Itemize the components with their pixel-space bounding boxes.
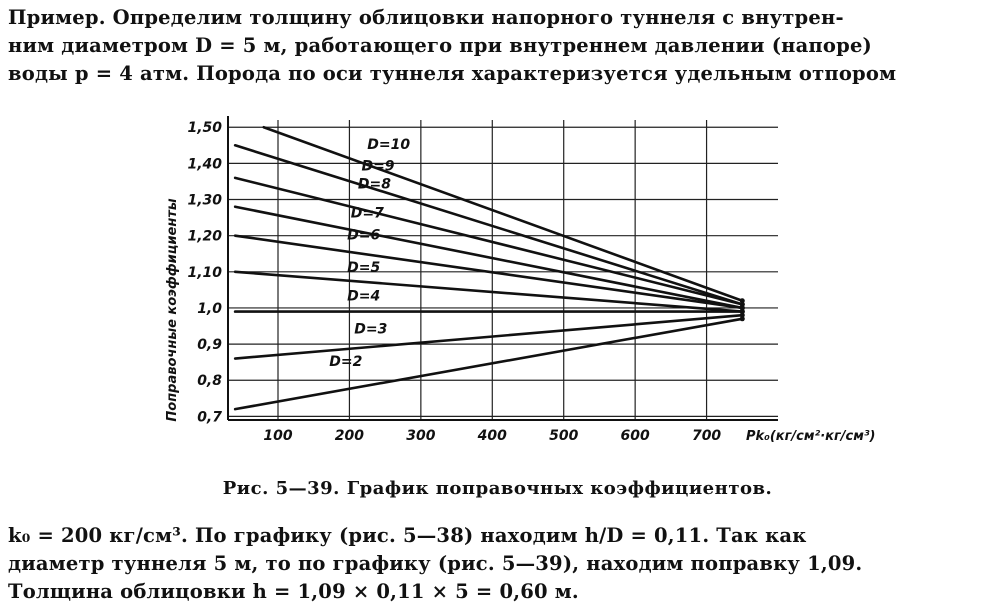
series-line-d9: [235, 145, 742, 304]
y-axis-label: Поправочные коэффициенты: [165, 198, 180, 422]
series-line-d8: [235, 178, 742, 305]
line-label: D=7: [350, 205, 384, 222]
y-tick-label: 1,40: [187, 156, 222, 173]
y-tick-label: 1,10: [187, 264, 222, 281]
line-label: D=9: [361, 158, 395, 175]
intro-line: воды p = 4 атм. Порода по оси туннеля характеризуется удельным отпором: [8, 62, 897, 85]
x-tick-label: 100: [263, 428, 293, 444]
y-tick-label: 0,7: [197, 409, 222, 426]
x-tick-label: 700: [691, 428, 722, 444]
chart-line-labels: [329, 137, 410, 370]
x-tick-label: 400: [477, 428, 507, 444]
series-end-point: [740, 316, 745, 321]
x-tick-label: 200: [334, 428, 365, 444]
intro-line: ним диаметром D = 5 м, работающего при внутреннем давлении (напоре): [8, 34, 872, 57]
series-line-d3: [235, 315, 742, 358]
line-label: D=5: [347, 259, 381, 276]
line-label: D=8: [357, 176, 391, 193]
line-label: D=6: [347, 227, 381, 244]
y-tick-label: 1,50: [187, 120, 222, 137]
line-label: D=3: [354, 321, 388, 338]
y-tick-label: 1,0: [197, 300, 222, 317]
x-tick-label: 600: [620, 428, 650, 444]
after-line: Толщина облицовки h = 1,09 × 0,11 × 5 = 0,60 м.: [8, 580, 579, 603]
line-label: D=2: [329, 353, 363, 370]
chart-axes: [187, 116, 778, 444]
correction-coefficient-chart: [0, 100, 995, 480]
y-tick-label: 1,30: [187, 192, 222, 209]
line-label: D=10: [367, 136, 411, 153]
line-label: D=4: [347, 288, 381, 305]
figure-caption: Рис. 5—39. График поправочных коэффициентов.: [222, 478, 773, 499]
intro-line: Пример. Определим толщину облицовки напорного туннеля с внутрен-: [8, 6, 844, 29]
intro-paragraph: [8, 4, 993, 88]
chart-grid: [228, 120, 778, 420]
y-tick-label: 0,8: [197, 373, 222, 390]
after-paragraph: [8, 522, 993, 606]
after-line: диаметр туннеля 5 м, то по графику (рис. 5—39), находим поправку 1,09.: [8, 552, 863, 575]
after-line: k₀ = 200 кг/см³. По графику (рис. 5—38) находим h/D = 0,11. Так как: [8, 524, 807, 547]
x-tick-label: 500: [549, 428, 579, 444]
y-tick-label: 1,20: [187, 228, 222, 245]
chart-series: [235, 127, 745, 409]
x-tick-label: 300: [406, 428, 436, 444]
x-axis-label: Pk₀(кг/см²·кг/см³): [746, 429, 876, 444]
y-tick-label: 0,9: [197, 337, 222, 354]
series-line-d2: [235, 319, 742, 409]
